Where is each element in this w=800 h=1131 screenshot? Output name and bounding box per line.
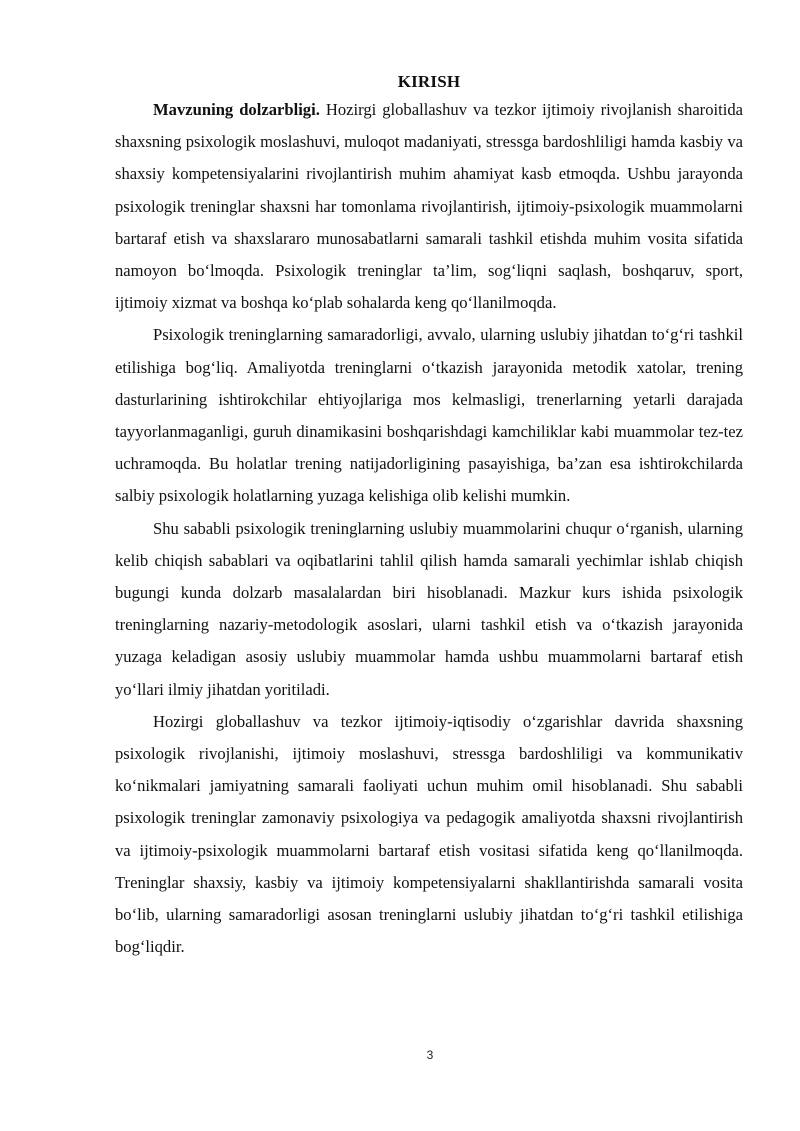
paragraph-effectiveness: Psixologik treninglarning samaradorligi, avvalo, ularning uslubiy jihatdan to‘g‘ri tashkil etilishiga bog‘liq. Amaliyotda treninglarni o‘tkazish jarayonida metodik xatolar, trening dasturlarining ishtirokchilar ehtiyojlariga mos kelmasligi, trenerlarning yetarli darajada tayyorlanmaganligi, guruh dinamikasini boshqarishdagi kamchiliklar kabi muammolar tez-tez uchramoqda. Bu holatlar trening natijadorligining pasayishiga, ba’zan esa ishtirokchilarda salbiy psixologik holatlarning yuzaga kelishiga olib kelishi mumkin.: [115, 325, 743, 506]
page-number: 3: [426, 1048, 434, 1062]
paragraph-text: Hozirgi globallashuv va tezkor ijtimoiy rivojlanish sharoitida shaxsning psixologik moslashuvi, muloqot madaniyati, stressga bardoshliligi hamda kasbiy va shaxsiy kompetensiyalarini rivojlantirish muhim ahamiyat kasb etmoqda. Ushbu jarayonda psixologik treninglar shaxsni har tomonlama rivojlantirish, ijtimoiy-psixologik muammolarni bartaraf etish va shaxslararo munosabatlarni samarali tashkil etishda muhim vosita sifatida namoyon bo‘lmoqda. Psixologik treninglar ta’lim, sog‘liqni saqlash, boshqaruv, sport, ijtimoiy xizmat va boshqa ko‘plab sohalarda keng qo‘llanilmoqda.: [115, 100, 743, 313]
document-page: [115, 72, 743, 963]
paragraph-context: Hozirgi globallashuv va tezkor ijtimoiy-iqtisodiy o‘zgarishlar davrida shaxsning psixologik rivojlanishi, ijtimoiy moslashuvi, stressga bardoshliligi va kommunikativ ko‘nikmalari jamiyatning samarali faoliyati uchun muhim omil hisoblanadi. Shu sababli psixologik treninglar zamonaviy psixologiya va pedagogik amaliyotda shaxsni rivojlantirish va ijtimoiy-psixologik muammolarni bartaraf etish vositasi sifatida keng qo‘llanilmoqda. Treninglar shaxsiy, kasbiy va ijtimoiy kompetensiyalarni shakllantirishda samarali vosita bo‘lib, ularning samaradorligi asosan treninglarni uslubiy jihatdan to‘g‘ri tashkil etilishiga bog‘liqdir.: [115, 711, 743, 957]
section-title: KIRISH: [397, 72, 461, 91]
paragraph-relevance: [115, 94, 743, 319]
paragraph-lead: Mavzuning dolzarbligi.: [153, 100, 320, 119]
paragraph-methodology: Shu sababli psixologik treninglarning uslubiy muammolarini chuqur o‘rganish, ularning kelib chiqish sabablari va oqibatlarini tahlil qilish hamda samarali yechimlar ishlab chiqish bugungi kunda dolzarb masalalardan biri hisoblanadi. Mazkur kurs ishida psixologik treninglarning nazariy-metodologik asoslari, ularni tashkil etish va o‘tkazish jarayonida yuzaga keladigan asosiy uslubiy muammolar hamda ushbu muammolarni bartaraf etish yo‘llari ilmiy jihatdan yoritiladi.: [115, 518, 743, 699]
